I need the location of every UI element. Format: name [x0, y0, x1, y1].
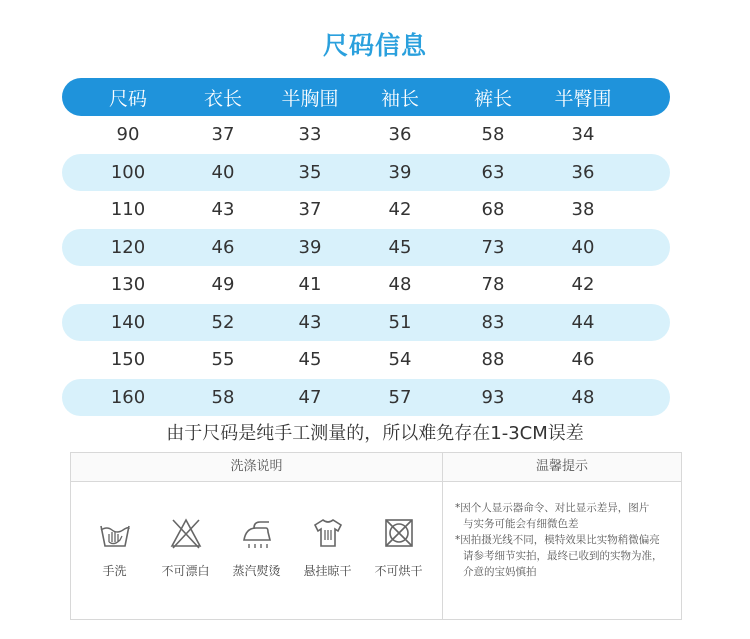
- header-cell: 半臀围: [554, 87, 612, 110]
- table-cell: 78: [481, 274, 505, 296]
- table-cell: 46: [211, 236, 235, 258]
- table-cell: 120: [110, 236, 146, 258]
- table-header-row: [62, 78, 670, 116]
- care-info-box: [70, 452, 682, 620]
- table-row: [62, 379, 670, 417]
- wash-item-hang-dry: [293, 516, 363, 579]
- page-title: 尺码信息: [322, 31, 427, 60]
- table-cell: 88: [481, 349, 505, 371]
- size-table: [62, 78, 670, 416]
- header-cell: 衣长: [203, 87, 242, 110]
- wash-item-no-tumble-dry: [364, 516, 434, 579]
- table-cell: 39: [388, 161, 412, 183]
- table-cell: 37: [211, 124, 235, 146]
- table-cell: 40: [571, 236, 595, 258]
- table-cell: 140: [110, 311, 146, 333]
- wash-item-no-bleach: [151, 516, 221, 579]
- table-row: [62, 116, 670, 154]
- table-cell: 57: [388, 386, 412, 408]
- header-cell: 半胸围: [281, 87, 339, 110]
- steam-iron-icon: [240, 516, 274, 550]
- table-cell: 83: [481, 311, 505, 333]
- tips-line: *因拍摄光线不同，模特效果比实物稍微偏亮: [455, 534, 660, 546]
- table-cell: 43: [298, 311, 322, 333]
- table-cell: 150: [110, 349, 146, 371]
- measurement-disclaimer: 由于尺码是纯手工测量的，所以难免存在1-3CM误差: [166, 423, 584, 444]
- table-cell: 45: [298, 349, 322, 371]
- table-cell: 44: [571, 311, 595, 333]
- table-cell: 160: [110, 386, 146, 408]
- table-cell: 37: [298, 199, 322, 221]
- table-row: [62, 266, 670, 304]
- header-cell: 袖长: [380, 87, 419, 110]
- no-tumble-dry-icon: [382, 516, 416, 550]
- wash-item-label: 不可烘干: [374, 564, 423, 578]
- table-cell: 43: [211, 199, 235, 221]
- table-cell: 33: [298, 124, 322, 146]
- table-row: [62, 341, 670, 379]
- wash-item-label: 手洗: [102, 564, 127, 578]
- table-cell: 68: [481, 199, 505, 221]
- table-cell: 58: [481, 124, 505, 146]
- table-cell: 45: [388, 236, 412, 258]
- table-cell: 93: [481, 386, 505, 408]
- tips-line: 介意的宝妈慎拍: [463, 566, 537, 578]
- table-cell: 63: [481, 161, 505, 183]
- header-cell: 裤长: [473, 87, 512, 110]
- hang-dry-icon: [311, 516, 345, 550]
- table-cell: 41: [298, 274, 322, 296]
- hand-wash-icon: [98, 516, 132, 550]
- table-cell: 130: [110, 274, 146, 296]
- table-cell: 35: [298, 161, 322, 183]
- table-cell: 47: [298, 386, 322, 408]
- table-cell: 58: [211, 386, 235, 408]
- table-cell: 40: [211, 161, 235, 183]
- table-cell: 38: [571, 199, 595, 221]
- no-bleach-icon: [169, 516, 203, 550]
- tips-panel: [443, 453, 681, 619]
- wash-heading: 洗涤说明: [71, 453, 442, 482]
- table-row: [62, 191, 670, 229]
- table-cell: 73: [481, 236, 505, 258]
- table-cell: 42: [388, 199, 412, 221]
- table-cell: 39: [298, 236, 322, 258]
- table-cell: 48: [388, 274, 412, 296]
- table-cell: 36: [571, 161, 595, 183]
- wash-instructions-panel: [71, 453, 443, 619]
- tips-text: [443, 482, 681, 580]
- table-cell: 52: [211, 311, 235, 333]
- table-cell: 42: [571, 274, 595, 296]
- header-cell: 尺码: [108, 87, 147, 110]
- table-cell: 90: [116, 124, 140, 146]
- tips-heading: 温馨提示: [443, 453, 681, 482]
- table-cell: 34: [571, 124, 595, 146]
- wash-item-hand-wash: [80, 516, 150, 579]
- table-cell: 55: [211, 349, 235, 371]
- table-cell: 48: [571, 386, 595, 408]
- tips-line: 请参考细节实拍，最终已收到的实物为准，: [463, 550, 663, 562]
- table-cell: 100: [110, 161, 146, 183]
- table-cell: 46: [571, 349, 595, 371]
- wash-icon-row: [71, 482, 442, 579]
- table-cell: 51: [388, 311, 412, 333]
- table-row: [62, 229, 670, 267]
- wash-item-label: 蒸汽熨烫: [232, 564, 281, 578]
- table-cell: 54: [388, 349, 412, 371]
- wash-item-label: 悬挂晾干: [303, 564, 352, 578]
- wash-item-steam-iron: [222, 516, 292, 579]
- table-cell: 36: [388, 124, 412, 146]
- tips-line: *因个人显示器命令、对比显示差异，图片: [455, 502, 650, 514]
- table-cell: 110: [110, 199, 146, 221]
- table-row: [62, 154, 670, 192]
- wash-item-label: 不可漂白: [161, 564, 210, 578]
- table-cell: 49: [211, 274, 235, 296]
- table-row: [62, 304, 670, 342]
- tips-line: 与实务可能会有细微色差: [463, 518, 579, 530]
